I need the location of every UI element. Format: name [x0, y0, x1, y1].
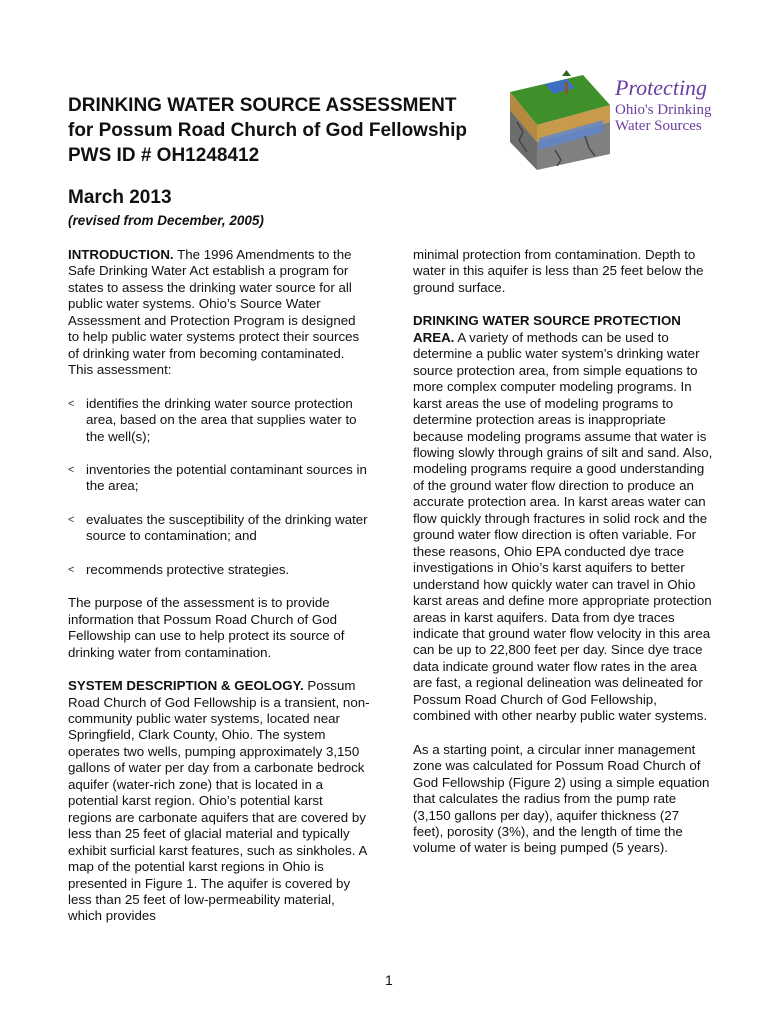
bullet-text: identifies the drinking water source protection area, based on the area that supplies water to the well(s); — [86, 395, 357, 444]
logo-line-1: Protecting — [615, 75, 708, 100]
list-item — [68, 396, 370, 445]
bullet-text: evaluates the susceptibility of the drinking water source to contamination; and — [86, 511, 368, 544]
introduction-heading: INTRODUCTION. — [68, 247, 174, 262]
list-item — [68, 462, 370, 495]
document-date: March 2013 — [68, 187, 172, 208]
system-description-text: Possum Road Church of God Fellowship is a transient, non-community public water systems, located near Springfield, Clark County, Ohio. The system operates two wells, pumping approximately 3,150 gallons of water per day from a carbonate bedrock aquifer (water-rich zone) that is located in a potential karst region. Ohio’s potential karst regions are carbonate aquifers that are covered by less than 25 feet of glacial material and typically exhibit surficial karst features, such as sinkholes. A map of the potential karst regions in Ohio is presented in Figure 1. The aquifer is covered by less than 25 feet of low-permeability material, which provides — [68, 678, 370, 924]
system-description-continued: minimal protection from contamination. Depth to water in this aquifer is less than 25 feet below the ground surface. — [413, 247, 704, 295]
protection-area-heading: DRINKING WATER SOURCE PROTECTION AREA. — [413, 313, 681, 345]
logo-line-3: Water Sources — [615, 118, 702, 134]
list-item — [68, 562, 370, 578]
bullet-arrow-icon: < — [68, 397, 75, 410]
introduction-text: The 1996 Amendments to the Safe Drinking Water Act establish a program for states to assess the drinking water source for all public water systems. Ohio’s Source Water Assessment and Protection Program is designed to help public water systems protect their sources of drinking water from becoming contaminated. This assessment: — [68, 247, 360, 378]
bullet-text: recommends protective strategies. — [86, 561, 290, 577]
landscape-block-icon — [505, 70, 615, 180]
bullet-text: inventories the potential contaminant sources in the area; — [86, 461, 367, 494]
bullet-arrow-icon: < — [68, 463, 75, 476]
left-column — [68, 247, 370, 942]
title-line-2: for Possum Road Church of God Fellowship — [68, 120, 468, 141]
bullet-arrow-icon: < — [68, 563, 75, 576]
logo-text — [615, 75, 712, 134]
logo-line-2: Ohio's Drinking — [615, 102, 712, 118]
inner-management-zone-paragraph: As a starting point, a circular inner management zone was calculated for Possum Road Church of God Fellowship (Figure 2) using a simple equation that calculates the radius from the pump rate (3,150 gallons per day), aquifer thickness (27 feet), porosity (3%), and the length of time the volume of water is being pumped (5 years). — [413, 741, 710, 856]
introduction-paragraph — [68, 247, 370, 379]
system-description-heading: SYSTEM DESCRIPTION & GEOLOGY. — [68, 678, 304, 694]
list-item — [68, 512, 370, 545]
revision-note: (revised from December, 2005) — [68, 213, 264, 228]
system-description-paragraph — [68, 678, 370, 925]
protection-area-paragraph — [413, 313, 713, 724]
right-column — [413, 247, 713, 874]
title-line-1: DRINKING WATER SOURCE ASSESSMENT — [68, 95, 457, 116]
protecting-water-logo — [505, 70, 725, 180]
purpose-paragraph: The purpose of the assessment is to provide information that Possum Road Church of God Fellowship can use to help protect its source of drinking water from contamination. — [68, 595, 345, 660]
title-line-3: PWS ID # OH1248412 — [68, 145, 260, 166]
page-number: 1 — [385, 972, 393, 988]
bullet-arrow-icon: < — [68, 513, 75, 526]
document-title — [68, 93, 508, 168]
protection-area-text: A variety of methods can be used to determine a public water system’s drinking water source protection area, from simple equations to more complex computer modeling programs. In karst areas the use of modeling programs to determine protection areas is inappropriate because modeling programs assume that water is flowing slowly through grains of silt and sand. Also, modeling programs require a good understanding of the ground water flow direction to produce an accurate protection area. In karst areas water can flow quickly through fractures in solid rock and the ground water flow direction is often variable. For these reasons, Ohio EPA conducted dye trace investigations in Ohio’s karst aquifers to better understand how quickly water can travel in Ohio karst areas and define more appropriate protection areas in karst aquifers. Data from dye traces indicate that ground water flow velocity in this area can be up to 22,800 feet per day. Since dye trace data indicate ground water flow rates in the area are fast, a regional delineation was delineated for Possum Road Church of God Fellowship, combined with other nearby public water systems. — [413, 329, 713, 724]
